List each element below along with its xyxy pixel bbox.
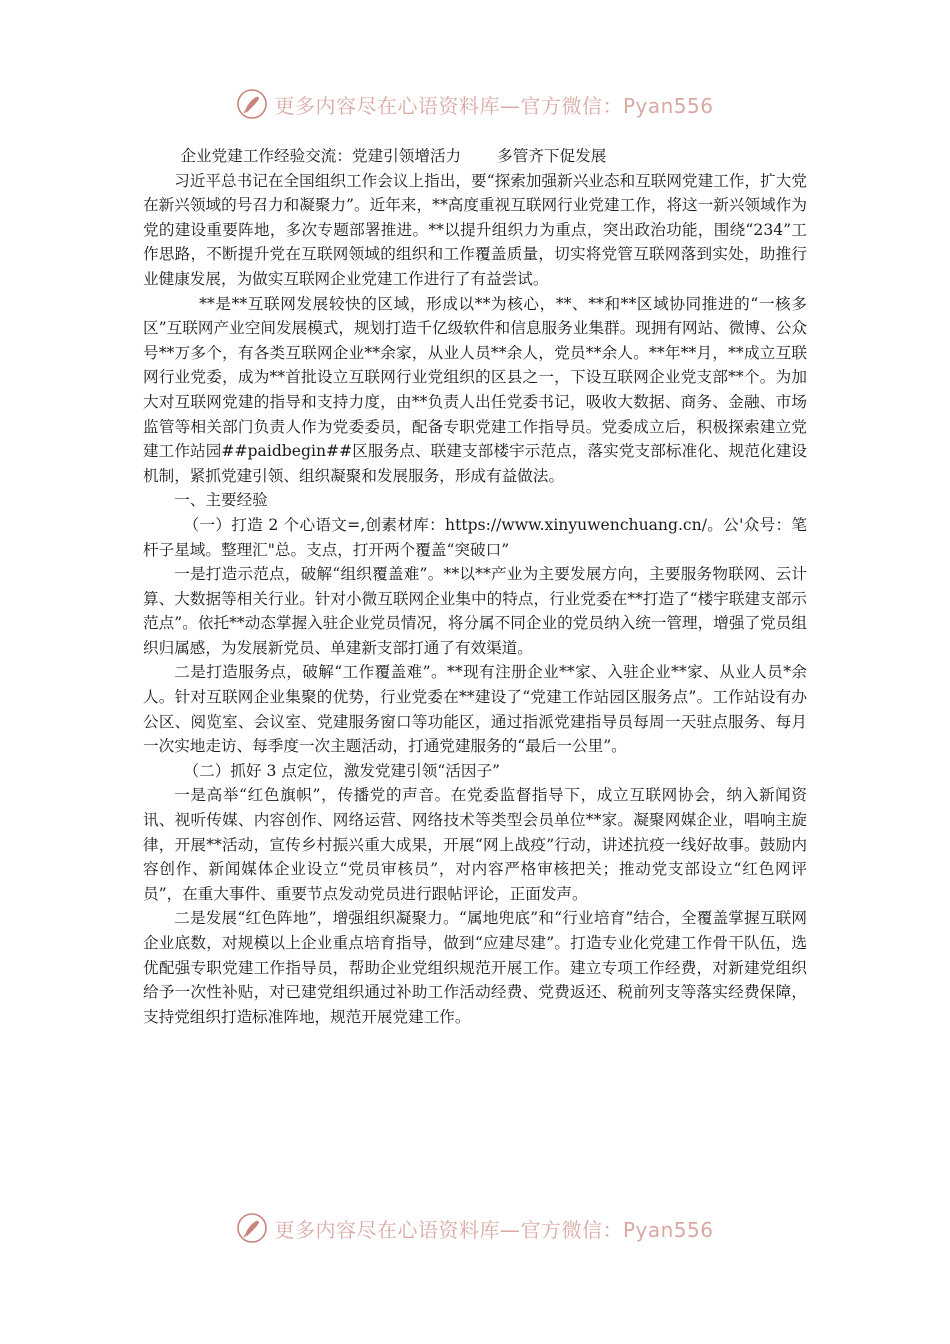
- paragraph-red-banner: 一是高举“红色旗帜”，传播党的声音。在党委监督指导下，成立互联网协会，纳入新闻资讯、视听传媒、内容创作、网络运营、网络技术等类型会员单位**家。凝聚网媒企业，唱响主旋律，开展**活动，宣传乡村振兴重大成果，开展“网上战疫”行动，讲述抗疫一线好故事。鼓励内容创作、新闻媒体企业设立“党员审核员”，对内容严格审核把关；推动党支部设立“红色网评员”，在重大事件、重要节点发动党员进行跟帖评论，正面发声。: [143, 786, 807, 903]
- document-title: [143, 144, 807, 169]
- subsection-heading-1: （一）打造 2 个心语文=,创素材库：https://www.xinyuwenchuang.cn/。公'众号：笔杆子星域。整理汇"总。支点，打开两个覆盖“突破口”: [143, 515, 807, 559]
- paragraph-intro: 习近平总书记在全国组织工作会议上指出，要“探索加强新兴业态和互联网党建工作，扩大党在新兴领域的号召力和凝聚力”。近年来，**高度重视互联网行业党建工作，将这一新兴领域作为党的建设重要阵地，多次专题部署推进。**以提升组织力为重点，突出政治功能，围绕“234”工作思路，不断提升党在互联网领域的组织和工作覆盖质量，切实将党管互联网落到实处，助推行业健康发展，为做实互联网企业党建工作进行了有益尝试。: [143, 171, 807, 288]
- watermark-text: 更多内容尽在心语资料库—官方微信：Pyan556: [274, 1217, 714, 1242]
- brush-logo-icon: [236, 1212, 268, 1244]
- section-heading-main-experience: 一、主要经验: [174, 491, 268, 510]
- subsection-heading-2: （二）抓好 3 点定位，激发党建引领“活因子”: [183, 761, 501, 780]
- brush-logo-icon: [236, 88, 268, 120]
- paragraph-demo-point: 一是打造示范点，破解“组织覆盖难”。**以**产业为主要发展方向，主要服务物联网、云计算、大数据等相关行业。针对小微互联网企业集中的特点，行业党委在**打造了“楼宇联建支部示范点”。依托**动态掌握入驻企业党员情况，将分属不同企业的党员纳入统一管理，增强了党员组织归属感，为发展新党员、单建新支部打通了有效渠道。: [143, 565, 807, 657]
- watermark-top: [0, 84, 950, 124]
- paragraph-overview: **是**互联网发展较快的区域，形成以**为核心，**、**和**区域协同推进的“一核多区”互联网产业空间发展模式，规划打造千亿级软件和信息服务业集群。现拥有网站、微博、公众号**万多个，有各类互联网企业**余家，从业人员**余人，党员**余人。**年**月，**成立互联网行业党委，成为**首批设立互联网行业党组织的区县之一，下设互联网企业党支部**个。为加大对互联网党建的指导和支持力度，由**负责人出任党委书记，吸收大数据、商务、金融、市场监管等相关部门负责人作为党委委员，配备专职党建工作指导员。党委成立后，积极探索建立党建工作站园##paidbegin##区服务点、联建支部楼宇示范点，落实党支部标准化、规范化建设机制，紧抓党建引领、组织凝聚和发展服务，形成有益做法。: [143, 294, 807, 485]
- paragraph-service-point: 二是打造服务点，破解“工作覆盖难”。**现有注册企业**家、入驻企业**家、从业人员*余人。针对互联网企业集聚的优势，行业党委在**建设了“党建工作站园区服务点”。工作站设有办公区、阅览室、会议室、党建服务窗口等功能区，通过指派党建指导员每周一天驻点服务、每月一次实地走访、每季度一次主题活动，打通党建服务的“最后一公里”。: [143, 663, 807, 756]
- watermark-text: 更多内容尽在心语资料库—官方微信：Pyan556: [274, 93, 714, 118]
- title-part-2: 多管齐下促发展: [497, 147, 607, 165]
- title-part-1: 企业党建工作经验交流：党建引领增活力: [180, 147, 462, 165]
- paragraph-red-position: 二是发展“红色阵地”，增强组织凝聚力。“属地兜底”和“行业培育”结合，全覆盖掌握互联网企业底数，对规模以上企业重点培育指导，做到“应建尽建”。打造专业化党建工作骨干队伍，选优配强专职党建工作指导员，帮助企业党组织规范开展工作。建立专项工作经费，对新建党组织给予一次性补贴，对已建党组织通过补助工作活动经费、党费返还、税前列支等落实经费保障，支持党组织打造标准阵地，规范开展党建工作。: [143, 909, 807, 1026]
- document-body: [143, 144, 807, 1029]
- watermark-bottom: [0, 1208, 950, 1248]
